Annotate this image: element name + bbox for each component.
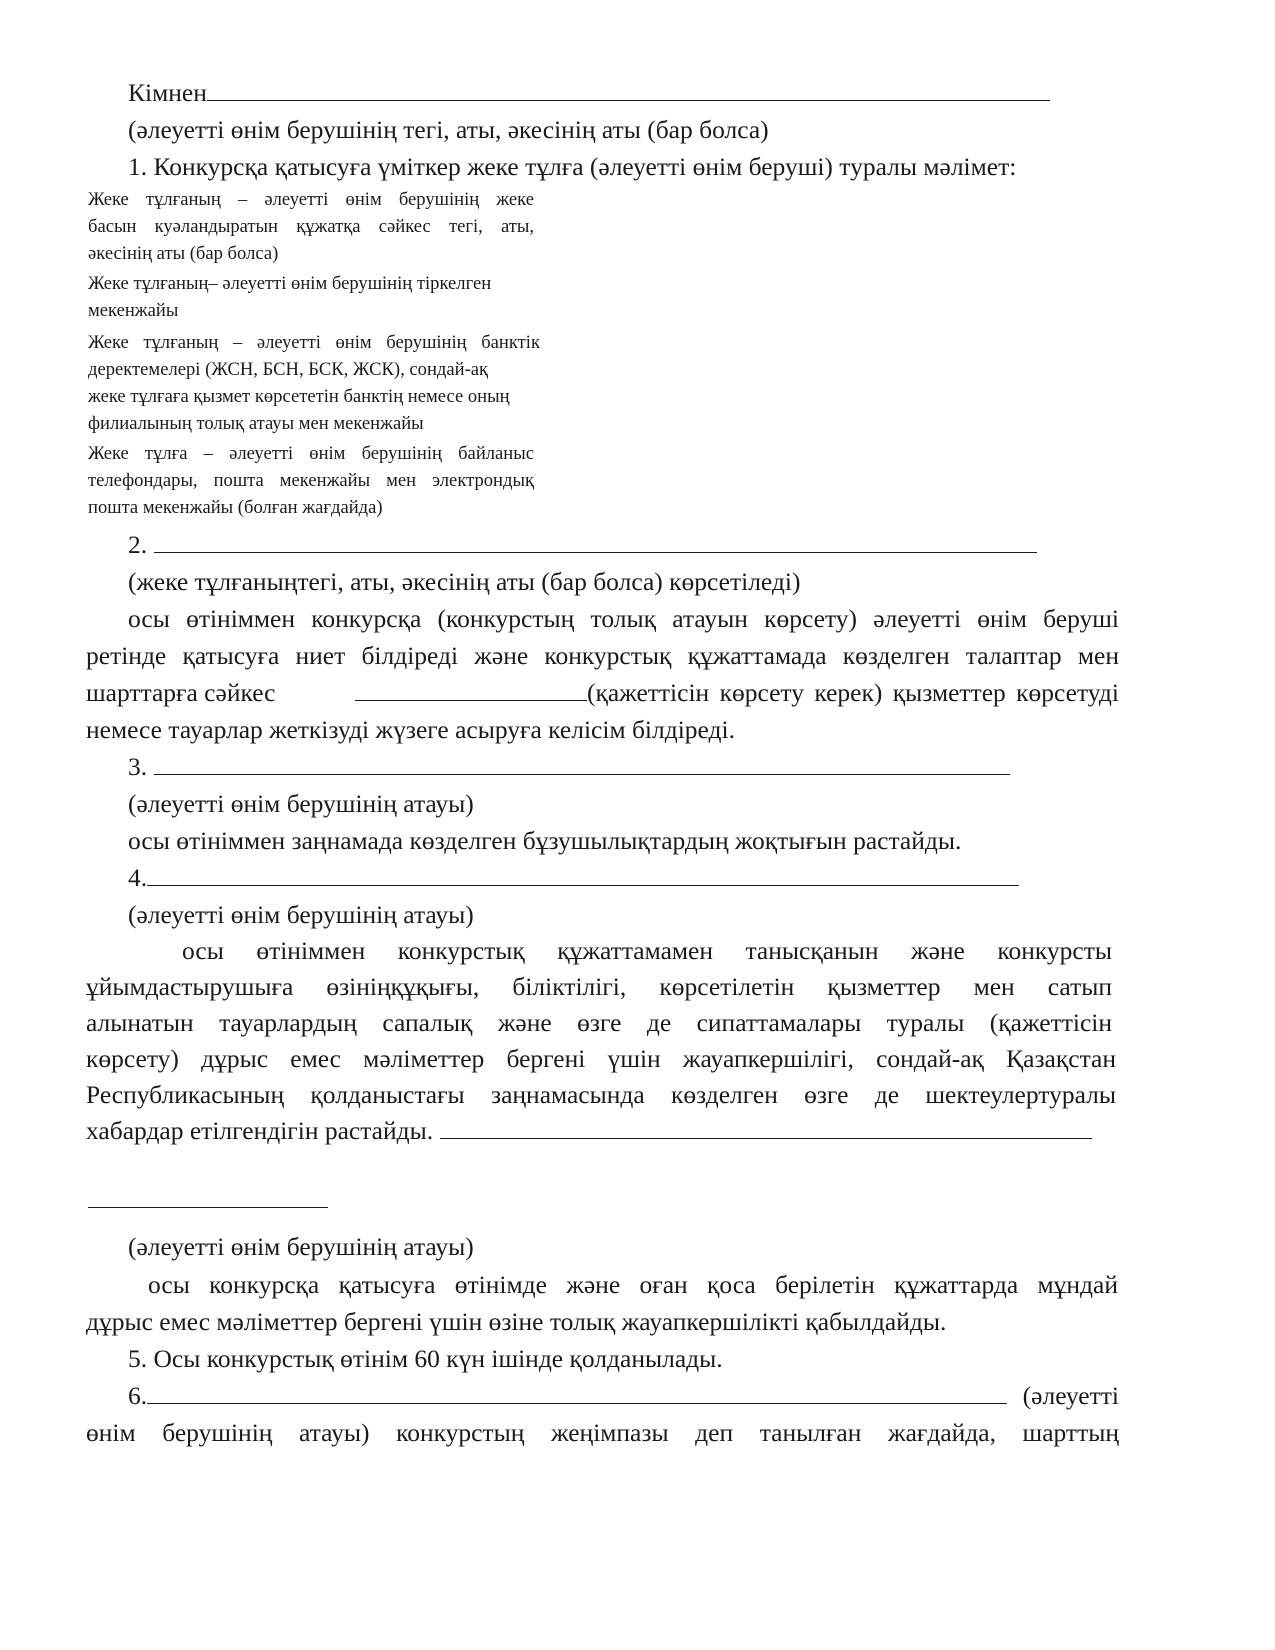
section3-blank-field[interactable] — [154, 752, 1010, 775]
section6-hint-start: (әлеуетті — [1022, 1381, 1119, 1410]
section6-text-line: өнім берушінің атауы) конкурстың жеңімпазы деп танылған жағдайда, шарттың — [86, 1418, 1119, 1447]
section2-text-line: осы өтініммен конкурсқа (конкурстың толық атауын көрсету) әлеуетті өнім беруші — [128, 604, 1119, 633]
section5-text: 5. Осы конкурстық өтінім 60 күн ішінде қолданылады. — [128, 1344, 723, 1373]
from-hint: (әлеуетті өнім берушінің тегі, аты, әкесінің аты (бар болса) — [128, 115, 769, 144]
section2-text-line: ретінде қатысуға ниет білдіреді және конкурстық құжаттамада көзделген талаптар мен — [86, 641, 1119, 670]
field-label-line: жеке тұлғаға қызмет көрсететін банктің немесе оның — [88, 386, 510, 407]
field-fullname-label — [88, 186, 534, 267]
section6-line — [128, 1381, 1119, 1411]
section2-blank-field[interactable] — [154, 530, 1037, 553]
field-label-line: Жеке тұлға – әлеуетті өнім берушінің байланыс — [88, 443, 534, 464]
field-bank-details-label — [88, 329, 540, 437]
field-label-line: пошта мекенжайы (болған жағдайда) — [88, 497, 383, 518]
section1-heading: 1. Конкурсқа қатысуға үміткер жеке тұлға (әлеуетті өнім беруші) туралы мәлімет: — [128, 152, 1017, 181]
section2-line3-after: (қажеттісін көрсету керек) қызметтер көрсетуді — [586, 678, 1119, 707]
section2-hint: (жеке тұлғаныңтегі, аты, әкесінің аты (бар болса) көрсетіледі) — [128, 567, 801, 596]
field-label-line: басын куәландыратын құжатқа сәйкес тегі, аты, — [88, 216, 534, 237]
section2-text-line4: немесе тауарлар жеткізуді жүзеге асыруға келісім білдіреді. — [86, 715, 735, 744]
section2-line3-before: шарттарға сәйкес — [86, 678, 276, 707]
field-address-label — [88, 270, 534, 324]
section2-number: 2. — [128, 530, 148, 559]
section4-text-line: көрсету) дұрыс емес мәліметтер бергені үшін жауапкершілігі, сондай-ақ Қазақстан — [86, 1044, 1116, 1073]
section4-text-line: алынатын тауарлардың сапалық және өзге де сипаттамалары туралы (қажеттісін — [86, 1008, 1112, 1037]
section4-blank-field[interactable] — [147, 863, 1019, 886]
section4-tail-line: осы конкурсқа қатысуға өтінімде және оған қоса берілетін құжаттарда мұндай — [148, 1270, 1118, 1299]
section4-tail-line: дұрыс емес мәліметтер бергені үшін өзіне толық жауапкершілікті қабылдайды. — [86, 1307, 947, 1336]
section4-number: 4. — [128, 863, 148, 892]
field-label-line: телефондары, пошта мекенжайы мен электрондық — [88, 470, 534, 491]
from-label: Кімнен — [128, 78, 207, 107]
field-label-line: филиалының толық атауы мен мекенжайы — [88, 413, 424, 434]
section6-number: 6. — [128, 1381, 148, 1410]
field-label-line: Жеке тұлғаның – әлеуетті өнім берушінің банктік — [88, 332, 540, 353]
section3-text: осы өтініммен заңнамада көзделген бұзушылықтардың жоқтығын растайды. — [128, 826, 962, 855]
section6-blank-field[interactable] — [147, 1381, 1007, 1404]
section4-hint2: (әлеуетті өнім берушінің атауы) — [128, 1232, 474, 1261]
field-label-line: Жеке тұлғаның– әлеуетті өнім берушінің тіркелген — [88, 273, 492, 294]
from-blank-field[interactable] — [207, 78, 1050, 101]
section2-line — [128, 530, 1037, 560]
section4-confirm-blank-field[interactable] — [440, 1116, 1092, 1139]
section2-text-line3 — [86, 678, 1119, 708]
section4-line — [128, 863, 1019, 893]
section4-text-line: осы өтініммен конкурстық құжаттамамен танысқанын және конкурсты — [182, 936, 1112, 965]
section4-last-text: хабардар етілгендігін растайды. — [86, 1116, 434, 1145]
section3-line — [128, 752, 1010, 782]
section3-hint: (әлеуетті өнім берушінің атауы) — [128, 789, 474, 818]
section3-number: 3. — [128, 752, 148, 781]
service-type-blank-field[interactable] — [355, 678, 587, 701]
field-label-line: деректемелері (ЖСН, БСН, БСК, ЖСК), сондай-ақ — [88, 359, 489, 380]
section4-continuation-blank-field[interactable] — [88, 1207, 328, 1208]
section4-last-line — [86, 1116, 1092, 1146]
from-line — [128, 78, 1050, 108]
field-label-line: мекенжайы — [88, 300, 179, 321]
field-label-line: Жеке тұлғаның – әлеуетті өнім берушінің жеке — [88, 189, 534, 210]
section4-text-line: ұйымдастырушыға өзініңқұқығы, біліктілігі, көрсетілетін қызметтер мен сатып — [86, 972, 1112, 1001]
section4-hint: (әлеуетті өнім берушінің атауы) — [128, 900, 474, 929]
field-contacts-label — [88, 440, 534, 521]
field-label-line: әкесінің аты (бар болса) — [88, 243, 279, 264]
section4-text-line: Республикасының қолданыстағы заңнамасында көзделген өзге де шектеулертуралы — [86, 1080, 1116, 1109]
